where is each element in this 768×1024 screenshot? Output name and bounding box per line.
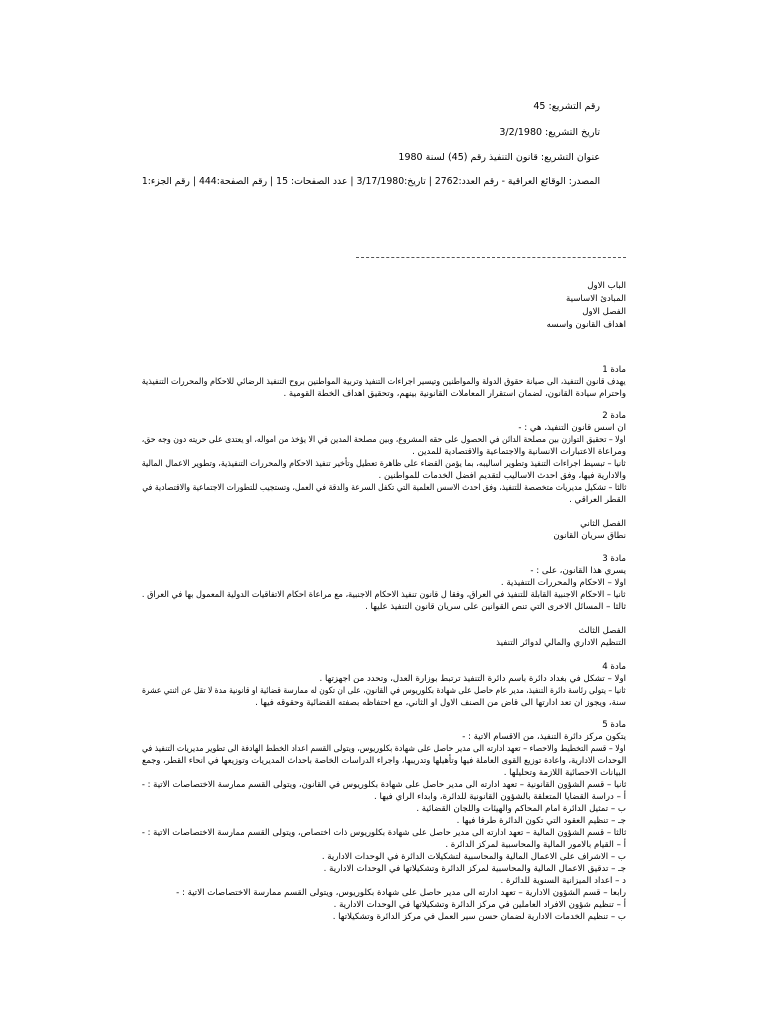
- article-heading: مادة 2: [602, 411, 626, 421]
- article-text: أ – دراسة القضايا المتعلقة بالشؤون القانونية للدائرة، وابداء الراي فيها .: [374, 792, 626, 802]
- article-heading: مادة 4: [602, 662, 626, 672]
- article-text: أ – القيام بالامور المالية والمحاسبية لمركز الدائرة .: [445, 840, 626, 850]
- article-text: رابعا – قسم الشؤون الادارية – تعهد ادارته الى مدير حاصل على شهادة بكلوريوس، ويتولى القسم ممارسة الاختصاصات الاتية : -: [176, 888, 626, 898]
- article-text: ب – تمثيل الدائرة امام المحاكم والهيئات واللجان القضائية .: [416, 804, 626, 814]
- legislation-number: رقم التشريع: 45: [533, 101, 600, 112]
- article-text: ثانيا – قسم الشؤون القانونية – تعهد ادارته الى مدير حاصل على شهادة بكلوريوس في القانون، ويتولى القسم ممارسة الاختصاصات الاتية : -: [141, 780, 626, 790]
- article-text: ثانيا – الاحكام الاجنبية القابلة للتنفيذ في العراق، وفقا ل قانون تنفيذ الاحكام الاجنبية، مع مراعاة احكام الاتفاقيات الدولية المعمول بها في العراق .: [142, 590, 626, 600]
- article-text: أ – تنظيم شؤون الافراد العاملين في مركز الدائرة وتشكيلاتها في الوحدات الادارية .: [333, 900, 626, 910]
- chapter-title: المبادئ الاساسية: [566, 294, 626, 304]
- article-text: ان اسس قانون التنفيذ، هي : -: [518, 423, 626, 433]
- article-text: يتكون مركز دائرة التنفيذ، من الاقسام الاتية : -: [462, 732, 626, 742]
- article-heading: مادة 3: [602, 554, 626, 564]
- chapter-heading: الباب الاول: [587, 281, 626, 291]
- article-text: ب – الاشراف على الاعمال المالية والمحاسبية لتشكيلات الدائرة في الوحدات الادارية .: [321, 852, 626, 862]
- article-text: ثانيا – يتولى رئاسة دائرة التنفيذ، مدير عام حاصل على شهادة بكلوريوس في القانون، على ان تكون له ممارسة قضائية او قانونية مدة لا تقل عن اثنتي عشرة: [142, 686, 626, 696]
- article-text: والادارية فيها، وفق احدث الاساليب لتقديم افضل الخدمات للمواطنين .: [378, 471, 626, 481]
- article-text: البيانات الاحصائية اللازمة وتحليلها .: [503, 768, 626, 778]
- article-text: يسري هذا القانون، على : -: [530, 566, 626, 576]
- section-title: نطاق سريان القانون: [553, 531, 626, 541]
- article-text: ثالثا – تشكيل مديريات متخصصة للتنفيذ، وفق احدث الاسس العلمية التي تكفل السرعة والدقة في العمل، وتستجيب للتطورات الاجتماعية والاقتصادية في: [141, 483, 626, 493]
- article-text: ومراعاة الاعتبارات الانسانية والاجتماعية والاقتصادية للمدين .: [412, 447, 626, 457]
- article-heading: مادة 1: [602, 365, 626, 375]
- legislation-source: المصدر: الوقائع العراقية - رقم العدد:2762 | تاريخ:3/17/1980 | عدد الصفحات: 15 | رقم الصفحة:444 | رقم الجزء:1: [141, 176, 600, 187]
- article-text: ثالثا – قسم الشؤون المالية – تعهد ادارته الى مدير حاصل على شهادة بكلوريوس ذات اختصاص، ويتولى القسم ممارسة الاختصاصات الاتية : -: [141, 828, 626, 838]
- legislation-date: تاريخ التشريع: 3/2/1980: [499, 127, 600, 138]
- article-text: الوحدات الادارية، واعادة توزيع القوى العاملة فيها وتأهيلها وتدريبها، واجراء الدراسات الخاصة باحداث المديريات وتوزيعها في انحاء القطر، وجمع: [141, 756, 626, 766]
- article-heading: مادة 5: [602, 720, 626, 730]
- article-text: اولا – قسم التخطيط والاحصاء – تعهد ادارته الى مدير حاصل على شهادة بكلوريوس، ويتولى القسم اعداد الخطط الهادفة الى تطوير مديريات التنفيذ في: [142, 744, 626, 754]
- section-heading: الفصل الاول: [582, 307, 626, 317]
- divider: [356, 257, 626, 258]
- article-text: جـ – تدقيق الاعمال المالية والمحاسبية لمركز الدائرة وتشكيلاتها في الوحدات الادارية .: [323, 864, 626, 874]
- section-title: اهداف القانون واسسه: [546, 320, 626, 330]
- article-text: ب – تنظيم الخدمات الادارية لضمان حسن سير العمل في مركز الدائرة وتشكيلاتها .: [332, 912, 626, 922]
- legislation-title: عنوان التشريع: قانون التنفيذ رقم (45) لسنة 1980: [398, 152, 600, 163]
- article-text: القطر العراقي .: [569, 495, 626, 505]
- article-text: ثالثا – المسائل الاخرى التي تنص القوانين على سريان قانون التنفيذ عليها .: [365, 602, 626, 612]
- article-text: د – اعداد الميزانية السنوية للدائرة .: [500, 876, 626, 886]
- article-text: سنة، ويجوز ان تعد ادارتها الى قاض من الصنف الاول او الثاني، مع احتفاظه بصفته القضائية وحقوقه فيها .: [255, 698, 626, 708]
- section-heading: الفصل الثالث: [578, 626, 626, 636]
- article-text: ثانيا – تبسيط اجراءات التنفيذ وتطوير اساليبه، بما يؤمن القضاء على ظاهرة تعطيل وتأخير تنفيذ الاحكام والمحررات التنفيذية، وتطوير الاعمال المالية: [141, 459, 626, 469]
- article-text: اولا – تشكل في بغداد دائرة باسم دائرة التنفيذ ترتبط بوزارة العدل، وتحدد من اجهزتها .: [319, 674, 626, 684]
- article-text: يهدف قانون التنفيذ، الى صيانة حقوق الدولة والمواطنين وتيسير اجراءات التنفيذ وتربية المواطنين بروح التنفيذ الرضائي للاحكام والمحررات التنفيذية: [142, 377, 626, 387]
- article-text: اولا – الاحكام والمحررات التنفيذية .: [500, 578, 626, 588]
- article-text: اولا – تحقيق التوازن بين مصلحة الدائن في الحصول على حقه المشروع، وبين مصلحة المدين في الا يؤخذ من امواله، او يعتدى على حريته دون وجه حق،: [142, 435, 626, 445]
- section-title: التنظيم الاداري والمالي لدوائر التنفيذ: [496, 638, 626, 648]
- article-text: جـ – تنظيم العقود التي تكون الدائرة طرفا فيها .: [456, 816, 626, 826]
- section-heading: الفصل الثاني: [580, 519, 626, 529]
- article-text: واحترام سيادة القانون، لضمان استقرار المعاملات القانونية بينهم، وتحقيق اهداف الخطة القومية .: [283, 389, 626, 399]
